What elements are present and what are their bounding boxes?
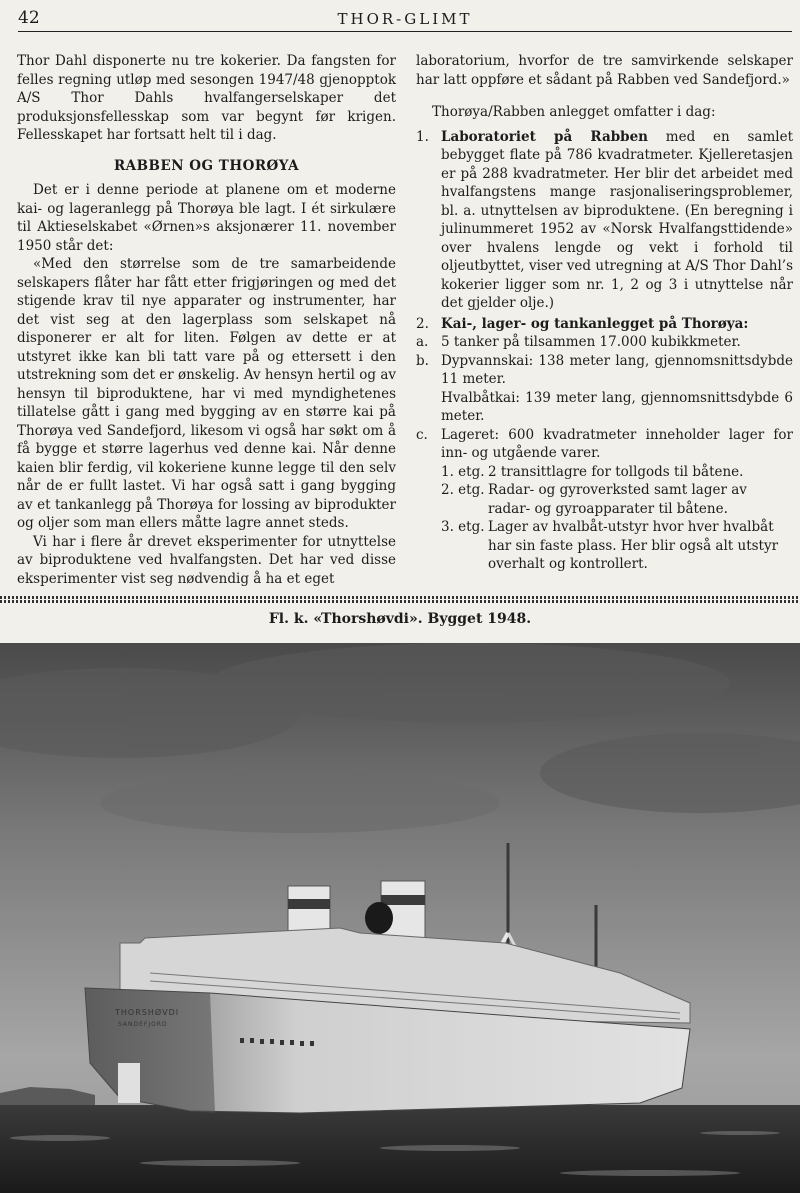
body-paragraph: Vi har i flere år drevet eksperimenter for utnyttelse av biproduktene ved hvalfangsten. Det har ved disse eksperimenter vist seg nødvendig å ha et eget	[17, 533, 396, 587]
list-lead: Thorøya/Rabben anlegget omfatter i dag:	[432, 104, 716, 120]
list-key: c.	[416, 426, 428, 443]
list-key: a.	[416, 334, 429, 350]
item-title: Kai-, lager- og tankanlegget på Thorøya:	[441, 315, 749, 332]
floor-item	[416, 463, 793, 482]
floor-text: 2 transittlagre for tollgods til båtene.	[488, 463, 744, 480]
left-column	[17, 52, 396, 588]
ventilator	[365, 902, 393, 934]
item-text: med en samlet bebygget flate på 786 kvadratmeter. Kjelleretasjen er på 288 kvadratmeter. Her blir det arbeidet med hvalfangstens mange rasjonaliseringsproblemer, bl. a. utnyttelsen av biproduktene. (En beregning i julinummeret 1952 av «Norsk Hvalfangsttidende» over hvalens lengde og vekt i forhold til oljeutbyttet, viser ved utregning at A/S Thor Dahl’s kokerier ligger som nr. 1, 2 og 3 i utnyttelse når det gjelder olje.)	[441, 128, 793, 311]
item-text: Dypvannskai: 138 meter lang, gjennomsnittsdybde 11 meter.	[441, 352, 793, 387]
floor-item	[416, 518, 793, 574]
funnel-band	[288, 899, 330, 909]
item-title: Laboratoriet på Rabben	[441, 128, 648, 145]
ship-name: THORSHØVDI	[115, 1008, 180, 1017]
section-heading: RABBEN OG THORØYA	[113, 157, 300, 174]
floor-key: 2. etg.	[441, 482, 485, 498]
page-header	[18, 6, 792, 32]
intro-paragraph: Thor Dahl disponerte nu tre kokerier. Da fangsten for felles regning utløp med sesongen 1947/48 gjenopptok A/S Thor Dahls hvalfangerselskaper det produksjonsfellesskap som var begynt før krigen. Fellesskapet har fortsatt helt til i dag.	[17, 53, 396, 143]
list-item	[416, 352, 793, 389]
floor-key: 3. etg.	[441, 519, 485, 535]
funnel-band	[381, 895, 425, 905]
list-key: 2.	[416, 315, 429, 332]
body-paragraph: Det er i denne periode at planene om et moderne kai- og lageranlegg på Thorøya ble lagt. I ét sirkulære til Aktieselskabet «Ørnen»s aksjonærer 11. november 1950 står det:	[17, 182, 396, 254]
circular-quote: «Med den størrelse som de tre samarbeidende selskapers flåter har fått etter frigjøringen og med det stigende krav til nye apparater og instrumenter, har det vist seg at den lagerplass som selskapet nå disponerer er alt for liten. Følgen av dette er at utstyret ikke kan bli tatt vare på og ettersett i den utstrekning som det er ønskelig. Av hensyn hertil og av hensyn til biproduktene, har vi med myndighetenes tillatelse gått i gang med bygging av en større kai på Thorøya ved Sandefjord, likesom vi også har søkt om å få bygge et større lagerhus ved denne kai. Når denne kaien blir ferdig, vil kokeriene kunne legge til den selv når de er fullt lastet. Vi har også satt i gang bygging av et tankanlegg på Thorøya for lossing av biprodukter og oljer som man ellers måtte lagre annet steds.	[17, 256, 397, 531]
list-key: 1.	[416, 128, 429, 145]
list-item	[416, 315, 793, 334]
dotted-rule	[0, 596, 800, 599]
list-item	[416, 128, 793, 313]
list-item	[416, 333, 793, 352]
rudder	[118, 1063, 140, 1103]
floor-text: Radar- og gyroverksted samt lager av radar- og gyroapparater til båtene.	[488, 482, 747, 517]
floor-key: 1. etg.	[441, 463, 485, 480]
floor-text: Lager av hvalbåt-utstyr hvor hver hvalbåt har sin faste plass. Her blir også alt utstyr overhalt og kontrollert.	[488, 519, 779, 572]
running-title: THOR-GLIMT	[337, 10, 473, 28]
photo-caption: Fl. k. «Thorshøvdi». Bygget 1948.	[268, 611, 532, 627]
dotted-rule	[0, 600, 800, 603]
item-text: Lageret: 600 kvadratmeter inneholder lager for inn- og utgående varer.	[441, 426, 793, 461]
item-text: Hvalbåtkai: 139 meter lang, gjennomsnittsdybde 6 meter.	[441, 389, 793, 424]
list-key: b.	[416, 352, 429, 369]
quote-continuation: laboratorium, hvorfor de tre samvirkende selskaper har latt oppføre et sådant på Rabben ved Sandefjord.»	[416, 53, 793, 88]
right-column	[416, 52, 793, 574]
ship-photo	[0, 643, 800, 1193]
list-item	[416, 426, 793, 463]
page-number: 42	[18, 8, 40, 28]
floor-item	[416, 481, 793, 518]
ship-port: SANDEFJORD	[118, 1021, 168, 1028]
item-text: 5 tanker på tilsammen 17.000 kubikkmeter.	[441, 334, 741, 350]
